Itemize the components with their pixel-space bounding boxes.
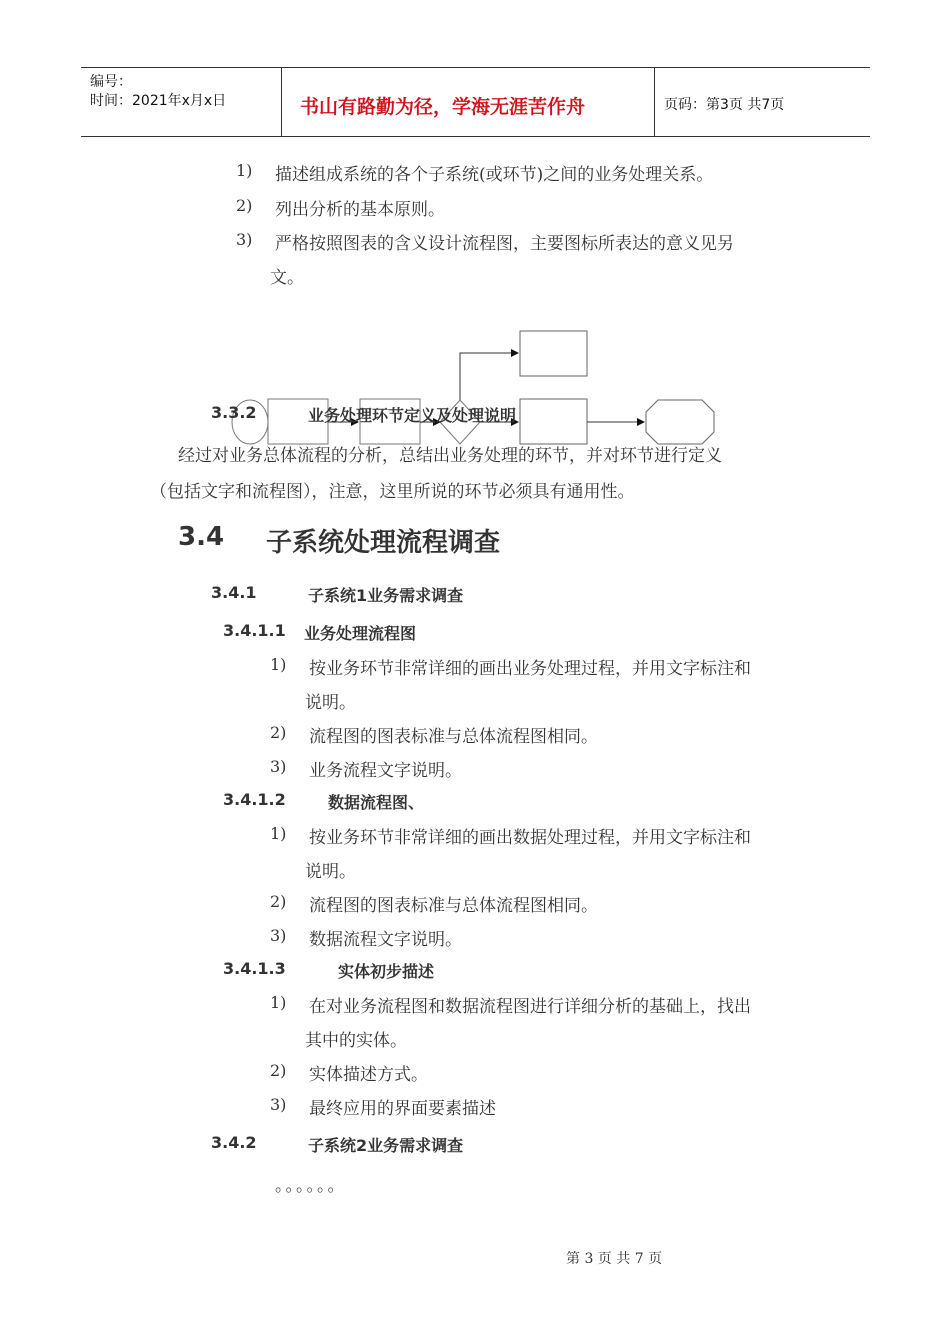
list-item: 严格按照图表的含义设计流程图，主要图标所表达的意义见另 bbox=[275, 234, 734, 254]
section-number: 3.4.1 bbox=[211, 583, 257, 602]
list-number: 3) bbox=[270, 757, 287, 776]
page-footer: 第 3 页 共 7 页 bbox=[566, 1251, 663, 1267]
list-item: 流程图的图表标准与总体流程图相同。 bbox=[309, 727, 598, 747]
section-title: 实体初步描述 bbox=[338, 962, 435, 981]
section-number: 3.4.1.1 bbox=[223, 621, 286, 640]
section-title: 子系统处理流程调查 bbox=[266, 528, 501, 558]
flow-arrow-up bbox=[460, 353, 518, 400]
list-item: 列出分析的基本原则。 bbox=[275, 200, 445, 220]
section-number: 3.4.1.2 bbox=[223, 790, 286, 809]
list-item: 按业务环节非常详细的画出数据处理过程，并用文字标注和 bbox=[309, 828, 751, 848]
flow-box-top bbox=[520, 331, 587, 376]
header-code-label: 编号： bbox=[90, 74, 132, 90]
list-item: 最终应用的界面要素描述 bbox=[309, 1099, 496, 1119]
section-number: 3.3.2 bbox=[211, 403, 257, 422]
list-number: 1) bbox=[270, 993, 287, 1012]
section-title: 业务处理流程图 bbox=[304, 624, 417, 643]
header-page-label: 页码：第3页 共7页 bbox=[664, 97, 785, 113]
list-number: 2) bbox=[270, 723, 287, 742]
list-item: 实体描述方式。 bbox=[309, 1065, 428, 1085]
section-number: 3.4 bbox=[178, 522, 225, 552]
list-number: 1) bbox=[236, 161, 253, 180]
section-number: 3.4.1.3 bbox=[223, 959, 286, 978]
list-number: 2) bbox=[270, 892, 287, 911]
section-number: 3.4.2 bbox=[211, 1133, 257, 1152]
list-number: 1) bbox=[270, 824, 287, 843]
list-number: 1) bbox=[270, 655, 287, 674]
header-motto: 书山有路勤为径，学海无涯苦作舟 bbox=[300, 96, 586, 118]
list-item: 业务流程文字说明。 bbox=[309, 761, 462, 781]
paragraph-line: 经过对业务总体流程的分析，总结出业务处理的环节，并对环节进行定义 bbox=[178, 446, 722, 466]
section-title: 业务处理环节定义及处理说明 bbox=[308, 406, 517, 425]
list-number: 2) bbox=[270, 1061, 287, 1080]
list-item-continued: 说明。 bbox=[305, 862, 356, 882]
list-item: 描述组成系统的各个子系统(或环节)之间的业务处理关系。 bbox=[275, 165, 714, 185]
section-title: 子系统1业务需求调查 bbox=[308, 586, 464, 605]
list-item-continued: 其中的实体。 bbox=[305, 1031, 407, 1051]
section-title: 子系统2业务需求调查 bbox=[308, 1136, 464, 1155]
list-number: 2) bbox=[236, 196, 253, 215]
list-number: 3) bbox=[236, 230, 253, 249]
list-item: 按业务环节非常详细的画出业务处理过程，并用文字标注和 bbox=[309, 659, 751, 679]
paragraph-line: （包括文字和流程图），注意，这里所说的环节必须具有通用性。 bbox=[150, 482, 635, 502]
list-number: 3) bbox=[270, 1095, 287, 1114]
ellipsis: 。。。。。。 bbox=[275, 1176, 347, 1196]
flow-box-main bbox=[520, 399, 587, 444]
list-item-continued: 说明。 bbox=[305, 693, 356, 713]
list-number: 3) bbox=[270, 926, 287, 945]
header-time-label: 时间：2021年x月x日 bbox=[90, 93, 227, 109]
list-item: 流程图的图表标准与总体流程图相同。 bbox=[309, 896, 598, 916]
flow-end-octagon bbox=[646, 400, 714, 444]
section-title: 数据流程图、 bbox=[328, 793, 425, 812]
list-item: 在对业务流程图和数据流程图进行详细分析的基础上，找出 bbox=[309, 997, 751, 1017]
list-item-continued: 文。 bbox=[270, 268, 304, 288]
list-item: 数据流程文字说明。 bbox=[309, 930, 462, 950]
